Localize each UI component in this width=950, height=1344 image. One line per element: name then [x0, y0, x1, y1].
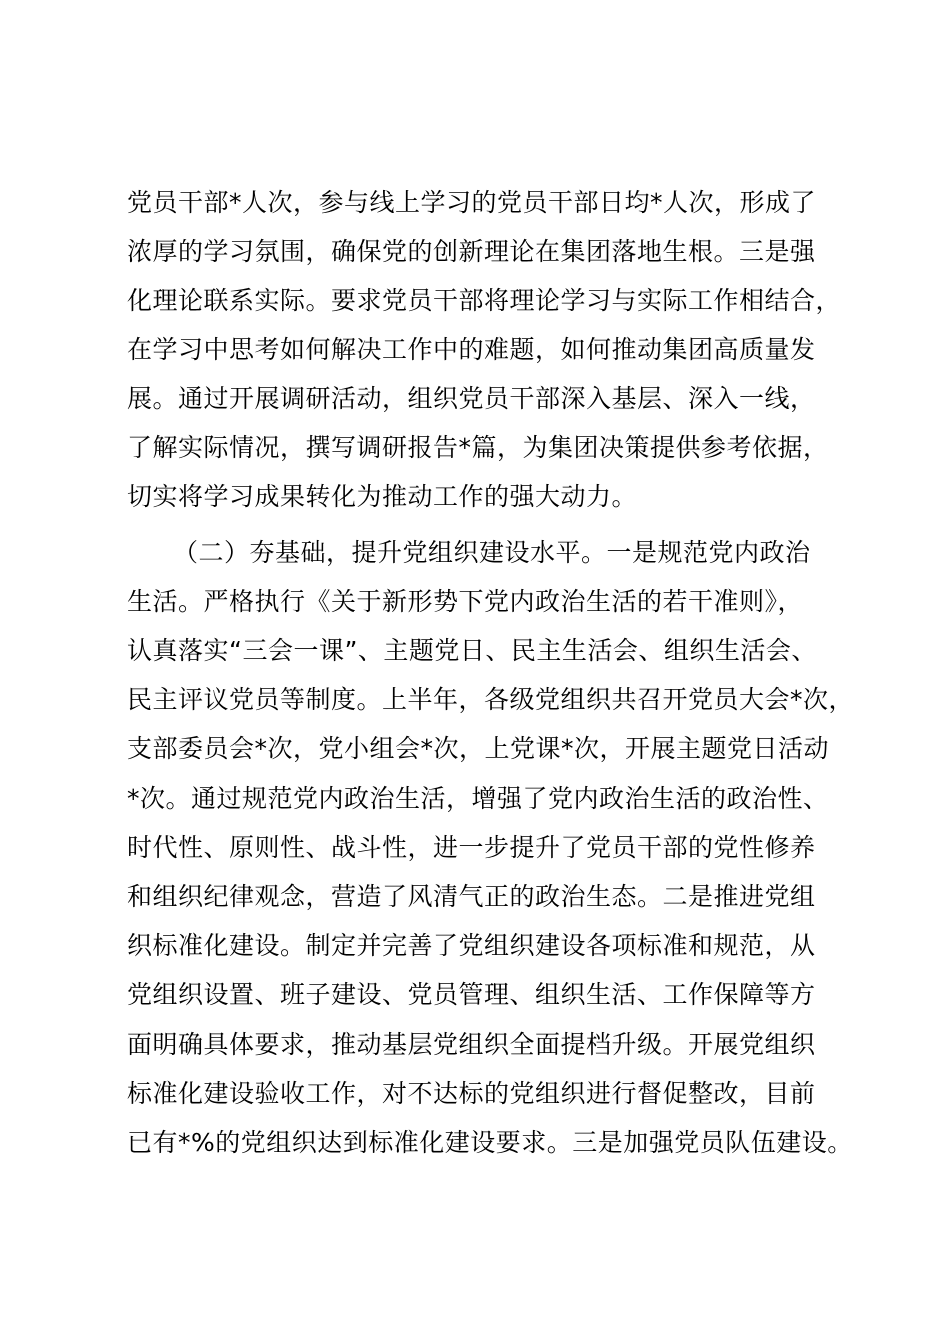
text-line-2: 浓厚的学习氛围，确保党的创新理论在集团落地生根。三是强 [127, 237, 816, 266]
text-line-6: 了解实际情况，撰写调研报告*篇，为集团决策提供参考依据， [127, 433, 829, 462]
text-line-1: 党员干部*人次，参与线上学习的党员干部日均*人次，形成了 [127, 188, 817, 217]
text-line-4: 在学习中思考如何解决工作中的难题，如何推动集团高质量发 [127, 335, 816, 364]
text-line-16: 织标准化建设。制定并完善了党组织建设各项标准和规范，从 [127, 931, 816, 960]
text-line-12: 支部委员会*次，党小组会*次，上党课*次，开展主题党日活动 [127, 734, 830, 763]
text-line-11: 民主评议党员等制度。上半年，各级党组织共召开党员大会*次， [127, 685, 855, 714]
text-line-15: 和组织纪律观念，营造了风清气正的政治生态。二是推进党组 [127, 882, 816, 911]
text-line-5: 展。通过开展调研活动，组织党员干部深入基层、深入一线， [127, 384, 816, 413]
section-heading-line: （二）夯基础，提升党组织建设水平。一是规范党内政治 [173, 538, 811, 567]
text-line-13: *次。通过规范党内政治生活，增强了党内政治生活的政治性、 [127, 784, 829, 813]
text-line-17: 党组织设置、班子建设、党员管理、组织生活、工作保障等方 [127, 980, 816, 1009]
text-line-14: 时代性、原则性、战斗性，进一步提升了党员干部的党性修养 [127, 833, 816, 862]
text-line-7: 切实将学习成果转化为推动工作的强大动力。 [127, 482, 638, 511]
text-line-19: 标准化建设验收工作，对不达标的党组织进行督促整改，目前 [127, 1079, 816, 1108]
text-line-9: 生活。严格执行《关于新形势下党内政治生活的若干准则》， [127, 587, 804, 616]
text-line-10: 认真落实“三会一课”、主题党日、民主生活会、组织生活会、 [127, 636, 817, 665]
text-line-3: 化理论联系实际。要求党员干部将理论学习与实际工作相结合， [127, 286, 842, 315]
text-line-18: 面明确具体要求，推动基层党组织全面提档升级。开展党组织 [127, 1030, 816, 1059]
text-line-20: 已有*%的党组织达到标准化建设要求。三是加强党员队伍建设。 [127, 1128, 853, 1157]
